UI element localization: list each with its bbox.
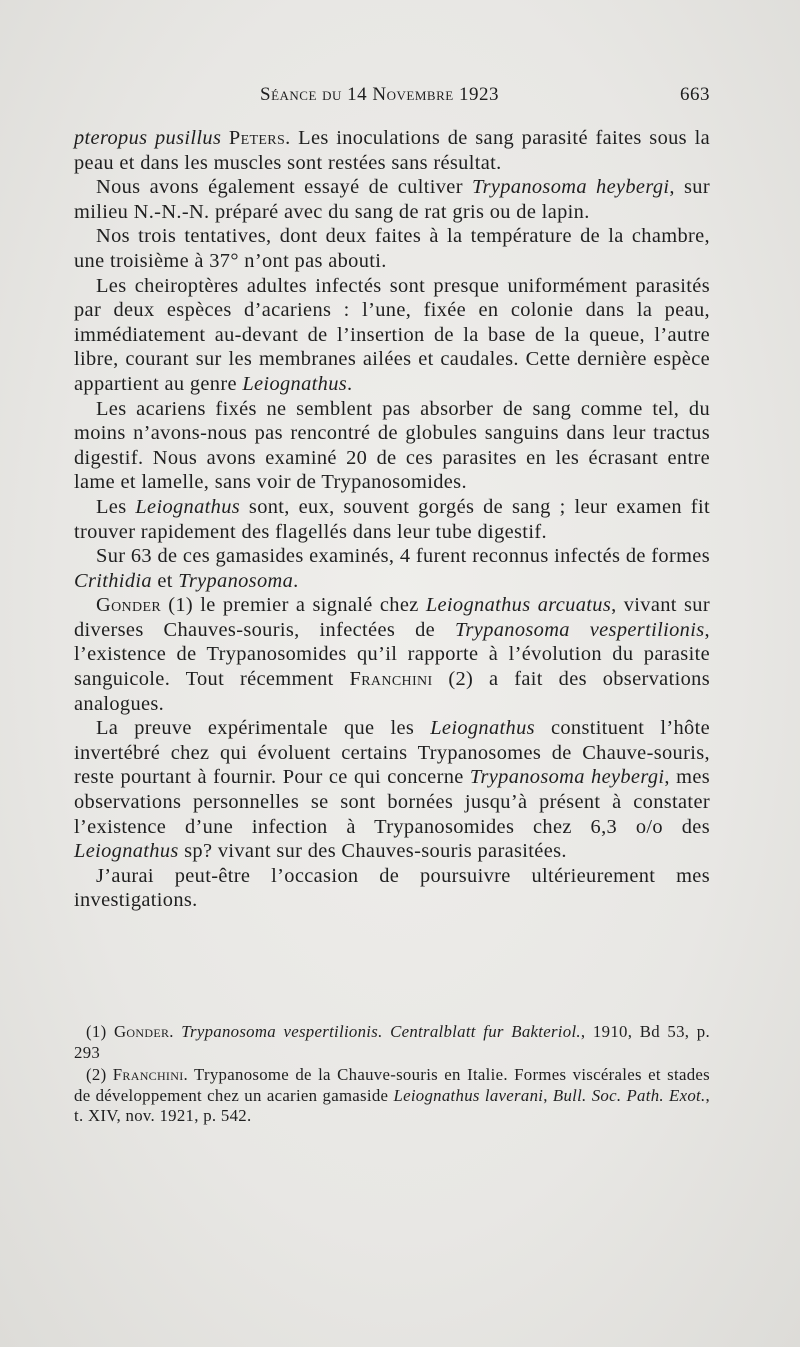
text-segment xyxy=(221,127,229,149)
text-segment: (2) xyxy=(86,1065,113,1084)
species-name: Crithidia xyxy=(74,569,152,592)
text-segment: J’aurai peut-être l’occasion de poursuivre ultérieurement mes investigations. xyxy=(74,864,710,912)
text-segment: Nous avons également essayé de cultiver xyxy=(96,176,472,199)
species-name: Leiognathus laverani xyxy=(393,1085,544,1105)
author-name: Gonder xyxy=(96,594,162,617)
text-segment: La preuve expérimentale que les xyxy=(96,717,431,740)
text-segment: , sur milieu N.-N.-N. préparé avec du sang de rat gris ou de lapin. xyxy=(74,176,710,223)
species-name: Trypanosoma heybergi xyxy=(469,766,665,789)
text-segment: sp? vivant sur des Chauves-souris parasitées. xyxy=(178,840,567,863)
species-name: Trypanosoma heybergi xyxy=(472,176,670,199)
paragraph xyxy=(74,224,710,273)
citation-title: Bull. Soc. Path. Exot. xyxy=(552,1085,706,1105)
author-name: Franchini xyxy=(112,1065,184,1084)
text-segment: . Les inoculations de sang parasité faites sous la peau et dans les muscles sont restées sans résultat. xyxy=(74,127,710,174)
species-name: Leiognathus xyxy=(242,372,348,395)
text-segment: Les acariens fixés ne semblent pas absorber de sang comme tel, du moins n’avons-nous pas rencontré de globules sanguins dans leur tractus digestif. Nous avons examiné 20 de ces parasites en les écrasant entre lame et lamelle, sans voir de Trypanosomides. xyxy=(74,397,710,494)
text-segment: Les cheiroptères adultes infectés sont presque uniformément parasités par deux espèces d’acariens : l’une, fixée en colonie dans la peau, immédiatement au-devant de l’insertion de la base de la queue, l’autre libre, courant sur les membranes ailées et caudales. Cette dernière espèce appartient au genre xyxy=(74,274,710,395)
text-segment: , mes observations personnelles se sont bornées jusqu’à présent à constater l’existence d’une infection à Trypanosomides chez 6,3 o/o des xyxy=(74,766,711,838)
author-name: Franchini xyxy=(349,668,433,691)
text-segment: . Trypanosome de la Chauve-souris en Italie. Formes viscérales et stades de développement chez un acarien gamaside xyxy=(74,1065,710,1105)
footnote xyxy=(74,1022,710,1063)
page-number: 663 xyxy=(680,84,710,105)
species-name: Trypanosoma vespertilionis xyxy=(454,618,705,641)
paragraph xyxy=(74,544,710,593)
running-title: Séance du 14 Novembre 1923 xyxy=(260,84,499,105)
author-name: Gonder xyxy=(114,1022,170,1041)
text-segment: , 1910, Bd 53, p. 293 xyxy=(74,1022,710,1062)
species-name: Leiognathus xyxy=(135,495,241,518)
text-segment: (1) le premier a signalé chez xyxy=(161,594,426,617)
paragraph xyxy=(74,864,710,913)
body-text xyxy=(74,126,710,913)
paragraph xyxy=(74,397,710,495)
text-segment: sont, eux, souvent gorgés de sang ; leur examen fit trouver rapidement des flagellés dans leur tube digestif. xyxy=(74,495,710,543)
text-segment: . xyxy=(293,569,299,592)
text-segment: pteropus pusillus xyxy=(74,127,222,149)
footnotes xyxy=(74,1022,710,1127)
paragraph xyxy=(74,274,710,397)
text-segment: , xyxy=(543,1085,553,1105)
species-name: Leiognathus xyxy=(430,717,535,740)
text-segment: , l’existence de Trypanosomides qu’il rapporte à l’évolution du parasite sanguicole. Tout récemment xyxy=(74,618,710,691)
text-segment: , vivant sur diverses Chauves-souris, infectées de xyxy=(74,594,710,641)
citation-title: Trypanosoma vespertilionis. Centralblatt fur Bakteriol. xyxy=(181,1022,581,1041)
text-segment: et xyxy=(151,569,179,592)
text-segment: (1) xyxy=(86,1022,114,1041)
page-header xyxy=(74,84,710,112)
paragraph xyxy=(74,593,710,716)
text-segment: Les xyxy=(96,495,136,518)
footnote xyxy=(74,1065,710,1127)
species-name: Trypanosoma xyxy=(178,569,294,592)
text-segment: . xyxy=(169,1022,182,1041)
species-name: Leiognathus arcuatus xyxy=(425,594,612,617)
text-segment: . xyxy=(347,372,353,395)
paragraph xyxy=(74,126,710,175)
text-segment: Sur 63 de ces gamasides examinés, 4 furent reconnus infectés de formes xyxy=(96,545,710,568)
paragraph xyxy=(74,175,710,224)
text-segment: (2) a fait des observations analogues. xyxy=(74,668,710,715)
text-segment: Nos trois tentatives, dont deux faites à la température de la chambre, une troisième à 37° n’ont pas abouti. xyxy=(74,225,710,272)
paragraph xyxy=(74,495,710,544)
author-name: Peters xyxy=(228,127,286,149)
text-segment: , t. XIV, nov. 1921, p. 542. xyxy=(74,1085,710,1125)
paragraph xyxy=(74,716,710,864)
text-segment: constituent l’hôte invertébré chez qui évoluent certains Trypanosomes de Chauve-souris, reste pourtant à fournir. Pour ce qui concerne xyxy=(74,717,710,789)
species-name: Leiognathus xyxy=(74,840,179,863)
